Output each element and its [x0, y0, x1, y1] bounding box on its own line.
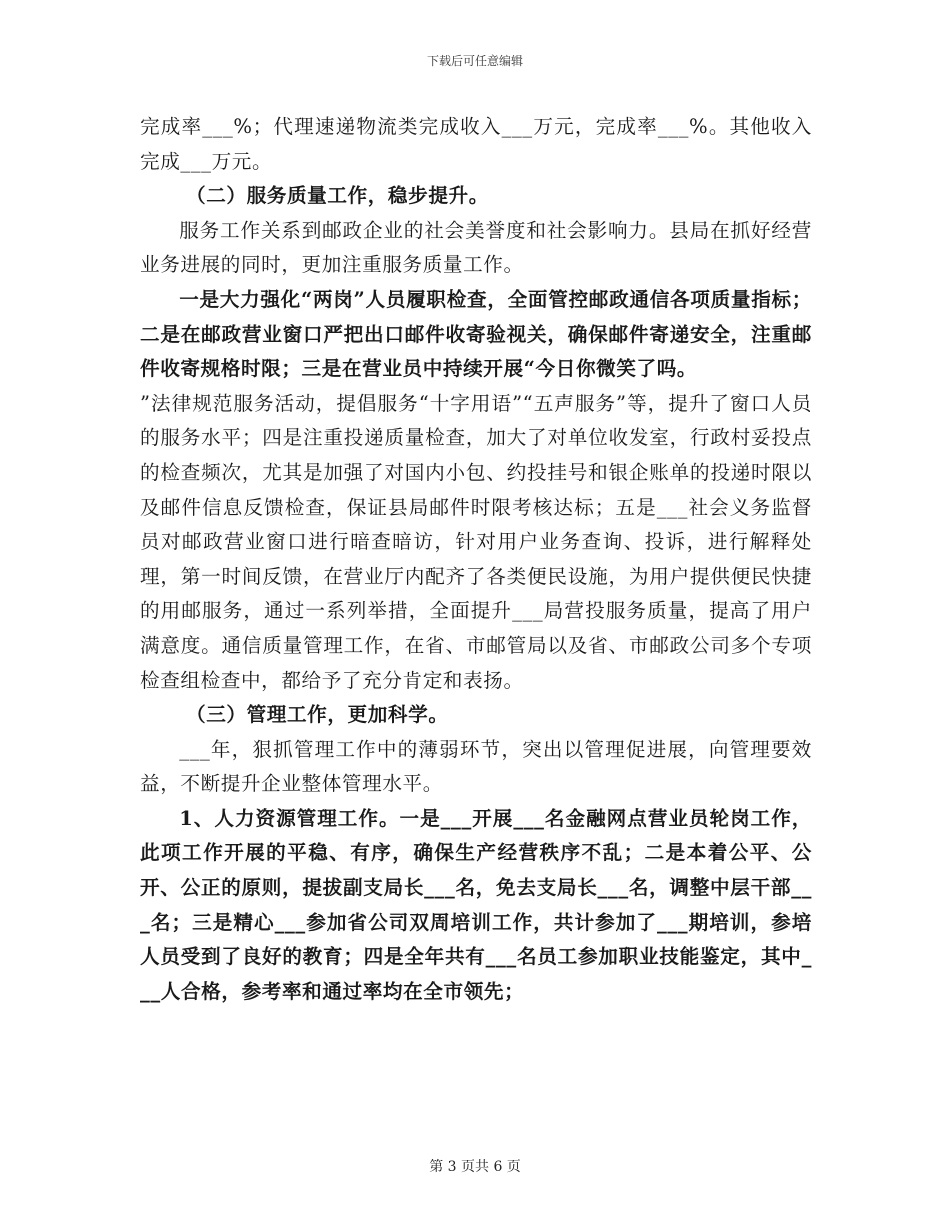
paragraph-management-intro: ___年，狠抓管理工作中的薄弱环节，突出以管理促进展，向管理要效益，不断提升企业整体管理水平。: [140, 737, 812, 796]
section-heading-service-quality: （二）服务质量工作，稳步提升。: [186, 184, 489, 208]
page-footer: 第 3 页共 6 页: [429, 1159, 521, 1175]
paragraph-service-intro: 服务工作关系到邮政企业的社会美誉度和社会影响力。县局在抓好经营业务进展的同时，更加注重服务质量工作。: [140, 218, 812, 277]
paragraph-service-measures-bold: 一是大力强化“两岗”人员履职检查，全面管控邮政通信各项质量指标；二是在邮政营业窗口严把出口邮件收寄验视关，确保邮件寄递安全，注重邮件收寄规格时限；三是在营业员中持续开展“今日你微笑了吗。: [140, 287, 812, 381]
paragraph-service-measures: ”法律规范服务活动，提倡服务“十字用语”“五声服务”等，提升了窗口人员的服务水平；四是注重投递质量检查，加大了对单位收发室，行政村妥投点的检查频次，尤其是加强了对国内小包、约投挂号和银企账单的投递时限以及邮件信息反馈检查，保证县局邮件时限考核达标；五是___社会义务监督员对邮政营业窗口进行暗查暗访，针对用户业务查询、投诉，进行解释处理，第一时间反馈，在营业厅内配齐了各类便民设施，为用户提供便民快捷的用邮服务，通过一系列举措，全面提升___局营投服务质量，提高了用户满意度。通信质量管理工作，在省、市邮管局以及省、市邮政公司多个专项检查组检查中，都给予了充分肯定和表扬。: [140, 391, 812, 692]
paragraph-revenue-completion: 完成率___%；代理速递物流类完成收入___万元，完成率___%。其他收入完成___万元。: [140, 115, 812, 173]
page-header: 下载后可任意编辑: [426, 54, 523, 68]
section-heading-management: （三）管理工作，更加科学。: [186, 703, 449, 727]
paragraph-hr-management: 1、人力资源管理工作。一是___开展___名金融网点营业员轮岗工作，此项工作开展的平稳、有序，确保生产经营秩序不乱；二是本着公平、公开、公正的原则，提拔副支局长___名，免去支局长___名，调整中层干部___名；三是精心___参加省公司双周培训工作，共计参加了___期培训，参培人员受到了良好的教育；四是全年共有___名员工参加职业技能鉴定，其中___人合格，参考率和通过率均在全市领先；: [140, 806, 812, 1003]
document-body: [140, 110, 812, 1009]
